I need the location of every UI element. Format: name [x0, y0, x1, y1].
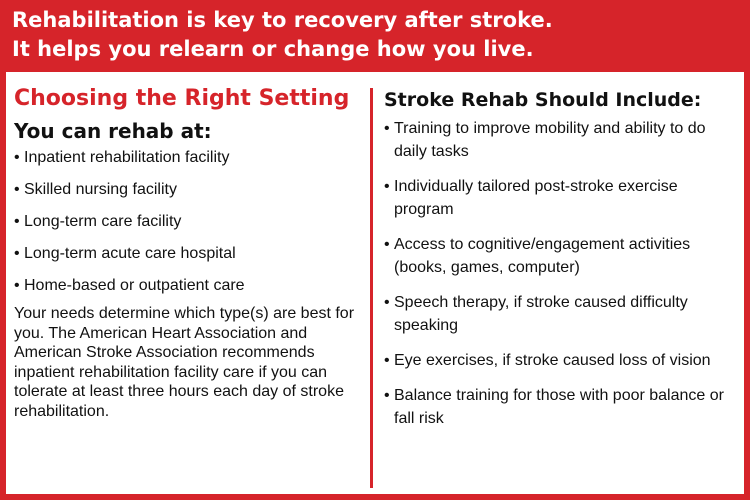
left-column-subtitle: You can rehab at: [14, 119, 212, 143]
setting-list [14, 148, 364, 296]
header-banner [0, 0, 750, 72]
header-line-1: Rehabilitation is key to recovery after stroke. [12, 8, 553, 32]
list-item: • Long-term care facility [14, 212, 364, 232]
list-item: • Home-based or outpatient care [14, 276, 364, 296]
recommendation-paragraph: Your needs determine which type(s) are best for you. The American Heart Association and American Stroke Association recommends inpatient rehabilitation facility care if you can tolerate at least three hours each day of stroke rehabilitation. [14, 305, 355, 420]
list-item: • Skilled nursing facility [14, 180, 364, 200]
list-item: • Long-term acute care hospital [14, 244, 364, 264]
left-column-title: Choosing the Right Setting [14, 86, 350, 111]
list-item: • Eye exercises, if stroke caused loss of vision [384, 349, 740, 372]
list-item: • Individually tailored post-stroke exercise program [384, 175, 740, 221]
list-item: • Inpatient rehabilitation facility [14, 148, 364, 168]
list-item: • Training to improve mobility and ability to do daily tasks [384, 117, 740, 163]
content-panel [6, 72, 744, 494]
list-item: • Access to cognitive/engagement activities (books, games, computer) [384, 233, 740, 279]
right-column-title: Stroke Rehab Should Include: [384, 89, 702, 111]
right-column [384, 88, 740, 442]
header-line-2: It helps you relearn or change how you live. [12, 37, 534, 61]
list-item: • Speech therapy, if stroke caused difficulty speaking [384, 291, 740, 337]
rehab-include-list [384, 117, 740, 430]
column-divider [370, 88, 373, 488]
list-item: • Balance training for those with poor balance or fall risk [384, 384, 740, 430]
left-column [14, 84, 364, 421]
